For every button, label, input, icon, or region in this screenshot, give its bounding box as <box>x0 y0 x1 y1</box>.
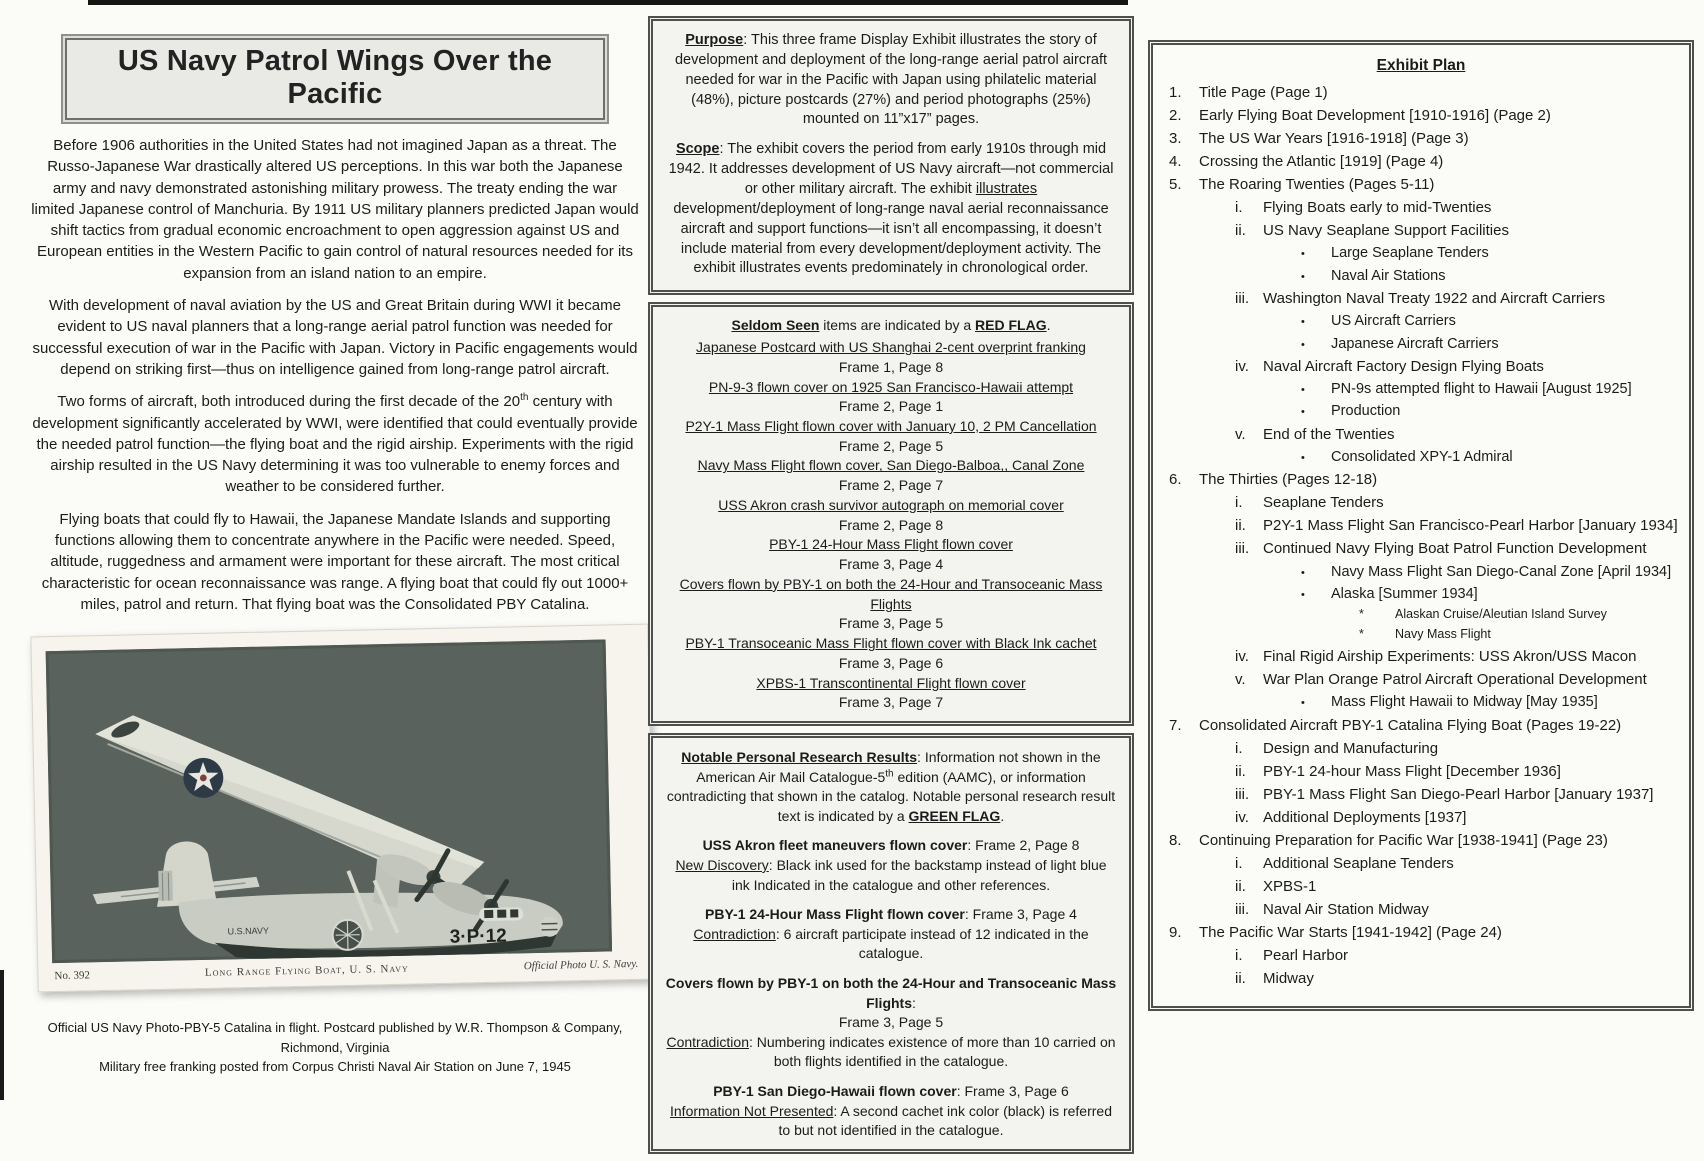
exhibit-plan-item-marker: 2. <box>1169 106 1199 125</box>
seldom-item-reference: Frame 3, Page 5 <box>665 614 1117 634</box>
seldom-seen-box <box>648 302 1134 726</box>
exhibit-plan-item <box>1161 470 1681 489</box>
research-entry-reference: : Frame 2, Page 8 <box>967 837 1079 853</box>
exhibit-plan-item-marker: • <box>1301 271 1331 285</box>
exhibit-plan-item-marker: • <box>1301 589 1331 603</box>
exhibit-plan-item-label: Early Flying Boat Development [1910-1916] (Page 2) <box>1199 106 1681 125</box>
photo-caption-line-2: Military free franking posted from Corpus Christi Naval Air Station on June 7, 1945 <box>28 1057 642 1077</box>
exhibit-plan-item <box>1161 716 1681 735</box>
research-heading-label: Notable Personal Research Results <box>681 749 917 765</box>
exhibit-plan-item-label: Additional Seaplane Tenders <box>1263 854 1681 873</box>
exhibit-plan-item-marker: • <box>1301 316 1331 330</box>
seldom-item-reference: Frame 2, Page 5 <box>665 437 1117 457</box>
seldom-item-title: P2Y-1 Mass Flight flown cover with January 10, 2 PM Cancellation <box>665 417 1117 437</box>
exhibit-plan-item-marker: iii. <box>1235 785 1263 804</box>
intro-paragraph-3 <box>30 391 640 497</box>
exhibit-plan-item-marker: * <box>1359 607 1395 623</box>
research-entry-note-text: : A second cachet ink color (black) is referred to but not identified in the catalogue. <box>779 1103 1112 1139</box>
exhibit-plan-item-label: Navy Mass Flight <box>1395 627 1681 643</box>
exhibit-plan-item-label: Pearl Harbor <box>1263 946 1681 965</box>
exhibit-plan-item <box>1161 516 1681 535</box>
exhibit-plan-item <box>1161 425 1681 444</box>
exhibit-plan-item-marker: • <box>1301 567 1331 581</box>
exhibit-plan-item-label: Design and Manufacturing <box>1263 739 1681 758</box>
exhibit-plan-item <box>1161 808 1681 827</box>
exhibit-plan-item <box>1161 946 1681 965</box>
exhibit-plan-item-label: Additional Deployments [1937] <box>1263 808 1681 827</box>
exhibit-plan-list <box>1161 83 1681 988</box>
exhibit-plan-item-marker: * <box>1359 627 1395 643</box>
title-box-inner <box>65 38 605 120</box>
seldom-item-title: PN-9-3 flown cover on 1925 San Francisco-Hawaii attempt <box>665 378 1117 398</box>
exhibit-plan-box <box>1148 40 1694 1011</box>
scope-text-1: : The exhibit covers the period from early 1910s through mid 1942. It addresses development of US Navy aircraft—not commercial or other military aircraft. The exhibit <box>669 141 1114 197</box>
exhibit-plan-item-marker: • <box>1301 406 1331 420</box>
exhibit-plan-item-label: PBY-1 24-hour Mass Flight [December 1936] <box>1263 762 1681 781</box>
exhibit-plan-item-label: Mass Flight Hawaii to Midway [May 1935] <box>1331 693 1681 711</box>
seldom-item-reference: Frame 1, Page 8 <box>665 358 1117 378</box>
research-entry-note <box>665 1033 1117 1072</box>
research-results-box <box>648 733 1134 1154</box>
exhibit-plan-item-label: The Thirties (Pages 12-18) <box>1199 470 1681 489</box>
exhibit-plan-item-marker: iv. <box>1235 357 1263 376</box>
title-box <box>61 34 609 124</box>
exhibit-plan-item-marker: 3. <box>1169 129 1199 148</box>
exhibit-plan-item-label: Consolidated XPY-1 Admiral <box>1331 448 1681 466</box>
exhibit-plan-item-label: Seaplane Tenders <box>1263 493 1681 512</box>
research-entry-reference-line-2: Frame 3, Page 5 <box>665 1013 1117 1033</box>
research-entry-note-text: : Black ink used for the backstamp instead of light blue ink Indicated in the catalogue and other references. <box>732 857 1107 893</box>
research-entry-note-label: Contradiction <box>666 1034 749 1050</box>
page-title: US Navy Patrol Wings Over the Pacific <box>77 45 593 111</box>
seldom-seen-item <box>665 417 1117 456</box>
exhibit-plan-item-label: Naval Air Stations <box>1331 267 1681 285</box>
exhibit-plan-item <box>1161 129 1681 148</box>
scope-label: Scope <box>676 141 720 157</box>
exhibit-plan-item-label: Naval Aircraft Factory Design Flying Boats <box>1263 357 1681 376</box>
exhibit-plan-item-label: The Pacific War Starts [1941-1942] (Page 24) <box>1199 923 1681 942</box>
research-heading-text-a: : Information not shown in the American Air Mail Catalogue-5 <box>696 749 1101 785</box>
exhibit-plan-item <box>1161 739 1681 758</box>
exhibit-plan-item <box>1161 969 1681 988</box>
purpose-paragraph <box>665 31 1117 130</box>
seldom-item-title: XPBS-1 Transcontinental Flight flown cover <box>665 674 1117 694</box>
paragraph-3-superscript: th <box>520 392 528 403</box>
exhibit-plan-item-marker: ii. <box>1235 762 1263 781</box>
research-entry-note-label: Contradiction <box>693 926 776 942</box>
exhibit-plan-item <box>1161 563 1681 581</box>
exhibit-plan-item-label: Crossing the Atlantic [1919] (Page 4) <box>1199 152 1681 171</box>
exhibit-plan-item-marker: • <box>1301 384 1331 398</box>
exhibit-plan-item <box>1161 670 1681 689</box>
exhibit-plan-item-marker: v. <box>1235 425 1263 444</box>
exhibit-plan-item <box>1161 335 1681 353</box>
intro-paragraph-4: Flying boats that could fly to Hawaii, the Japanese Mandate Islands and supporting functions allowing them to concentrate anywhere in the Pacific were needed. Speed, altitude, ruggedness and armament were important for these aircraft. The most critical characteristic for ocean reconnaissance was range. A flying boat that could fly out 1000+ miles, patrol and return. That flying boat was the Consolidated PBY Catalina. <box>30 509 640 615</box>
exhibit-plan-item-marker: iii. <box>1235 289 1263 308</box>
paragraph-3-text-a: Two forms of aircraft, both introduced during the first decade of the 20 <box>57 393 520 410</box>
seldom-seen-item <box>665 456 1117 495</box>
exhibit-plan-item-marker: 9. <box>1169 923 1199 942</box>
research-heading-text-b: edition (AAMC), or information contradicting that shown in the catalog. Notable personal research result text is indicated by a <box>667 769 1115 824</box>
exhibit-plan-item-marker: ii. <box>1235 221 1263 240</box>
research-entry-title-line <box>665 974 1117 1013</box>
intro-paragraph-2: With development of naval aviation by the US and Great Britain during WWI it became evident to US naval planners that a long-range aerial patrol function was needed for successful execution of war in the Pacific with Japan. Victory in Pacific engagements would depend on striking first—thus on intelligence gained from long-range patrol aircraft. <box>30 295 640 380</box>
exhibit-plan-item <box>1161 380 1681 398</box>
exhibit-plan-item <box>1161 900 1681 919</box>
exhibit-plan-item <box>1161 877 1681 896</box>
scan-artifact-left <box>0 970 4 1100</box>
exhibit-plan-item <box>1161 539 1681 558</box>
exhibit-plan-item <box>1161 923 1681 942</box>
seldom-seen-intro <box>665 316 1117 336</box>
research-entry-title-line <box>665 905 1117 925</box>
intro-paragraph-1: Before 1906 authorities in the United States had not imagined Japan as a threat. The Russo-Japanese War drastically altered US perceptions. In this war both the Japanese army and navy demonstrated astonishing military prowess. The treaty ending the war limited Japanese control of Manchuria. By 1911 US military planners predicted Japan would shift tactics from gradual economic encroachment to open aggression against US and European entities in the Western Pacific to gain control of natural resources needed for its expansion from an island nation to an empire. <box>30 135 640 284</box>
exhibit-plan-item <box>1161 267 1681 285</box>
exhibit-plan-item-label: Continued Navy Flying Boat Patrol Function Development <box>1263 539 1681 558</box>
exhibit-plan-item <box>1161 244 1681 262</box>
exhibit-plan-item-marker: i. <box>1235 946 1263 965</box>
exhibit-plan-item-marker: i. <box>1235 198 1263 217</box>
exhibit-plan-item-label: Navy Mass Flight San Diego-Canal Zone [April 1934] <box>1331 563 1681 581</box>
research-entries-list <box>665 836 1117 1140</box>
research-entry-note <box>665 1102 1117 1141</box>
photo-caption-line-1: Official US Navy Photo-PBY-5 Catalina in flight. Postcard published by W.R. Thompson & Company, Richmond, Virginia <box>28 1018 642 1057</box>
exhibit-plan-item-label: P2Y-1 Mass Flight San Francisco-Pearl Harbor [January 1934] <box>1263 516 1681 535</box>
postcard-number: No. 392 <box>54 970 90 983</box>
seldom-item-title: PBY-1 24-Hour Mass Flight flown cover <box>665 535 1117 555</box>
research-entry <box>665 905 1117 964</box>
seldom-seen-item <box>665 338 1117 377</box>
seldom-item-reference: Frame 2, Page 8 <box>665 516 1117 536</box>
exhibit-plan-item-marker: iii. <box>1235 539 1263 558</box>
exhibit-plan-item-label: Washington Naval Treaty 1922 and Aircraft Carriers <box>1263 289 1681 308</box>
exhibit-plan-item <box>1161 312 1681 330</box>
research-entry <box>665 836 1117 895</box>
exhibit-plan-item-label: Alaska [Summer 1934] <box>1331 585 1681 603</box>
exhibit-plan-item-marker: ii. <box>1235 516 1263 535</box>
seldom-seen-intro-period: . <box>1047 317 1051 333</box>
seldom-item-reference: Frame 2, Page 1 <box>665 397 1117 417</box>
exhibit-plan-item-label: The US War Years [1916-1918] (Page 3) <box>1199 129 1681 148</box>
seldom-seen-label: Seldom Seen <box>731 317 819 333</box>
paragraph-3-text-b: century with development significantly accelerated by WWI, were identified that could eventually provide the needed patrol function—the flying boat and the rigid airship. Experiments with the rigid airship resulted in the US Navy determining it was too vulnerable to enemy forces and weather to be considered further. <box>32 393 637 495</box>
exhibit-plan-item-marker: • <box>1301 452 1331 466</box>
research-entry-note-label: New Discovery <box>675 857 768 873</box>
research-heading-period: . <box>1000 808 1004 824</box>
exhibit-plan-item-label: Title Page (Page 1) <box>1199 83 1681 102</box>
research-entry-title: PBY-1 San Diego-Hawaii flown cover <box>713 1083 957 1099</box>
fuselage-marking-text: 3·P·12 <box>450 926 507 948</box>
seldom-seen-intro-text: items are indicated by a <box>819 317 975 333</box>
research-entry-note <box>665 925 1117 964</box>
research-heading-superscript: th <box>885 768 893 779</box>
exhibit-plan-item-marker: iii. <box>1235 900 1263 919</box>
exhibit-plan-item <box>1161 357 1681 376</box>
research-entry-title: Covers flown by PBY-1 on both the 24-Hour and Transoceanic Mass Flights <box>666 975 1116 1011</box>
exhibit-plan-item <box>1161 762 1681 781</box>
research-entry-note <box>665 856 1117 895</box>
postcard-wrapper <box>34 626 634 1004</box>
seldom-seen-item <box>665 674 1117 713</box>
seldom-seen-item <box>665 496 1117 535</box>
exhibit-plan-item <box>1161 402 1681 420</box>
research-entry-note-text: : 6 aircraft participate instead of 12 indicated in the catalogue. <box>776 926 1089 962</box>
exhibit-plan-item-label: End of the Twenties <box>1263 425 1681 444</box>
exhibit-plan-item-marker: 7. <box>1169 716 1199 735</box>
exhibit-plan-item <box>1161 647 1681 666</box>
research-entry-title-line <box>665 836 1117 856</box>
seldom-item-title: Japanese Postcard with US Shanghai 2-cent overprint franking <box>665 338 1117 358</box>
seldom-seen-item <box>665 378 1117 417</box>
exhibit-plan-item-marker: • <box>1301 339 1331 353</box>
exhibit-plan-item <box>1161 198 1681 217</box>
exhibit-plan-item-label: Final Rigid Airship Experiments: USS Akron/USS Macon <box>1263 647 1681 666</box>
green-flag-label: GREEN FLAG <box>909 808 1001 824</box>
research-entry-title-line <box>665 1082 1117 1102</box>
postcard-center-caption: Long Range Flying Boat, U. S. Navy <box>205 963 409 979</box>
right-column <box>1148 40 1694 1011</box>
exhibit-plan-item-label: Alaskan Cruise/Aleutian Island Survey <box>1395 607 1681 623</box>
exhibit-plan-item-label: Flying Boats early to mid-Twenties <box>1263 198 1681 217</box>
research-entry <box>665 974 1117 1072</box>
exhibit-plan-item <box>1161 106 1681 125</box>
scope-text-2: development/deployment of long-range naval aerial reconnaissance aircraft and support functions—it isn’t all encompassing, it doesn’t include material from every development/deployment activity. The exhibit illustrates events predominately in chronological order. <box>673 201 1108 277</box>
seldom-item-reference: Frame 2, Page 7 <box>665 476 1117 496</box>
research-entry <box>665 1082 1117 1141</box>
exhibit-plan-item-label: Midway <box>1263 969 1681 988</box>
postcard-credit: Official Photo U. S. Navy. <box>524 958 639 972</box>
exhibit-plan-item-marker: 4. <box>1169 152 1199 171</box>
exhibit-plan-item-label: PBY-1 Mass Flight San Diego-Pearl Harbor [January 1937] <box>1263 785 1681 804</box>
seldom-seen-item <box>665 634 1117 673</box>
scope-paragraph <box>665 140 1117 279</box>
purpose-text: : This three frame Display Exhibit illustrates the story of development and deployment of the long-range aerial patrol aircraft needed for war in the Pacific with Japan using philatelic material (48%), picture postcards (27%) and period photographs (25%) mounted on 11”x17” pages. <box>675 32 1107 127</box>
exhibit-plan-item-marker: iv. <box>1235 808 1263 827</box>
exhibit-plan-item-marker: v. <box>1235 670 1263 689</box>
exhibit-plan-item <box>1161 785 1681 804</box>
exhibit-plan-item-marker: i. <box>1235 854 1263 873</box>
exhibit-plan-item-marker: 6. <box>1169 470 1199 489</box>
exhibit-plan-item-marker: 5. <box>1169 175 1199 194</box>
exhibit-plan-item-label: Consolidated Aircraft PBY-1 Catalina Flying Boat (Pages 19-22) <box>1199 716 1681 735</box>
seldom-item-reference: Frame 3, Page 6 <box>665 654 1117 674</box>
exhibit-plan-item <box>1161 448 1681 466</box>
exhibit-plan-item <box>1161 289 1681 308</box>
exhibit-plan-item-label: War Plan Orange Patrol Aircraft Operational Development <box>1263 670 1681 689</box>
seldom-seen-item <box>665 535 1117 574</box>
seldom-item-title: PBY-1 Transoceanic Mass Flight flown cover with Black Ink cachet <box>665 634 1117 654</box>
research-entry-reference: : Frame 3, Page 4 <box>965 906 1077 922</box>
research-entry-note-text: : Numbering indicates existence of more than 10 carried on both flights identified in the catalogue. <box>749 1034 1116 1070</box>
exhibit-plan-item-marker: i. <box>1235 493 1263 512</box>
exhibit-plan-item <box>1161 175 1681 194</box>
postcard <box>30 624 655 993</box>
seldom-item-title: Covers flown by PBY-1 on both the 24-Hour and Transoceanic Mass Flights <box>665 575 1117 614</box>
exhibit-plan-item <box>1161 693 1681 711</box>
scan-artifact-top <box>88 0 1128 5</box>
exhibit-plan-item-label: XPBS-1 <box>1263 877 1681 896</box>
seldom-item-reference: Frame 3, Page 4 <box>665 555 1117 575</box>
pby-catalina-photo <box>46 640 612 964</box>
exhibit-plan-item-marker: i. <box>1235 739 1263 758</box>
seldom-item-title: Navy Mass Flight flown cover, San Diego-Balboa,, Canal Zone <box>665 456 1117 476</box>
exhibit-plan-item-marker: 8. <box>1169 831 1199 850</box>
exhibit-plan-item-marker: • <box>1301 697 1331 711</box>
exhibit-plan-item <box>1161 152 1681 171</box>
middle-column <box>648 16 1134 1161</box>
exhibit-plan-item-label: PN-9s attempted flight to Hawaii [August 1925] <box>1331 380 1681 398</box>
exhibit-plan-item <box>1161 627 1681 643</box>
exhibit-plan-item-marker: ii. <box>1235 877 1263 896</box>
exhibit-plan-item-marker: 1. <box>1169 83 1199 102</box>
research-entry-title: USS Akron fleet maneuvers flown cover <box>703 837 968 853</box>
seldom-item-title: USS Akron crash survivor autograph on memorial cover <box>665 496 1117 516</box>
exhibit-plan-item-label: The Roaring Twenties (Pages 5-11) <box>1199 175 1681 194</box>
exhibit-plan-item <box>1161 493 1681 512</box>
exhibit-plan-item-label: US Navy Seaplane Support Facilities <box>1263 221 1681 240</box>
exhibit-plan-item-label: US Aircraft Carriers <box>1331 312 1681 330</box>
photo-caption <box>28 1018 642 1077</box>
seldom-item-reference: Frame 3, Page 7 <box>665 693 1117 713</box>
exhibit-plan-item <box>1161 607 1681 623</box>
exhibit-plan-item-marker: iv. <box>1235 647 1263 666</box>
red-flag-label: RED FLAG <box>975 317 1047 333</box>
exhibit-plan-item-marker: • <box>1301 248 1331 262</box>
exhibit-plan-item-label: Large Seaplane Tenders <box>1331 244 1681 262</box>
purpose-label: Purpose <box>685 32 743 48</box>
exhibit-plan-item-label: Production <box>1331 402 1681 420</box>
exhibit-plan-item-label: Continuing Preparation for Pacific War [1938-1941] (Page 23) <box>1199 831 1681 850</box>
tail-marking-text: U.S.NAVY <box>227 926 269 937</box>
research-heading <box>665 748 1117 826</box>
seldom-seen-item <box>665 575 1117 634</box>
exhibit-plan-item <box>1161 83 1681 102</box>
exhibit-plan-item <box>1161 221 1681 240</box>
exhibit-plan-item-marker: ii. <box>1235 969 1263 988</box>
research-entry-title: PBY-1 24-Hour Mass Flight flown cover <box>705 906 965 922</box>
research-entry-reference: : Frame 3, Page 6 <box>957 1083 1069 1099</box>
exhibit-plan-item <box>1161 854 1681 873</box>
exhibit-plan-heading: Exhibit Plan <box>1161 57 1681 75</box>
purpose-scope-box <box>648 16 1134 295</box>
left-column <box>28 18 642 1077</box>
exhibit-plan-item <box>1161 831 1681 850</box>
research-entry-note-label: Information Not Presented <box>670 1103 833 1119</box>
research-entry-reference: : <box>912 995 916 1011</box>
seldom-seen-list <box>665 338 1117 713</box>
exhibit-plan-item-label: Japanese Aircraft Carriers <box>1331 335 1681 353</box>
exhibit-plan-item <box>1161 585 1681 603</box>
exhibit-plan-item-label: Naval Air Station Midway <box>1263 900 1681 919</box>
scope-underlined-word: illustrates <box>976 181 1037 197</box>
